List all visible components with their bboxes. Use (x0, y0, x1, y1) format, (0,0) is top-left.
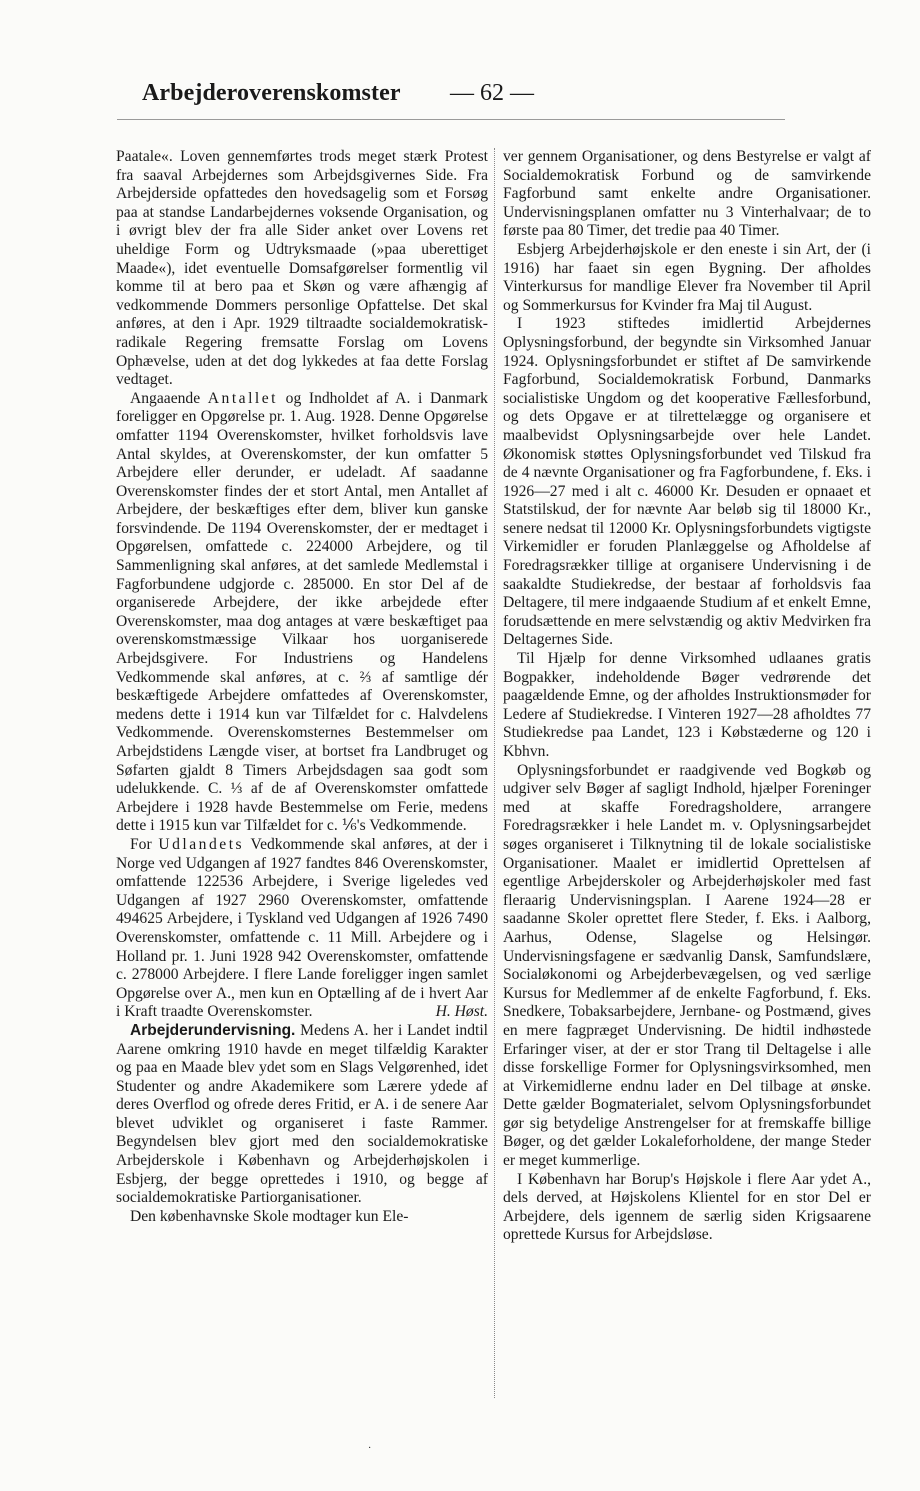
paragraph (116, 390, 488, 836)
text: For (130, 835, 152, 853)
paragraph: Esbjerg Arbejderhøjskole er den eneste i sin Art, der (i 1916) har faaet sin egen Bygning. Der afholdes Vinterkursus for mandlige Elever fra November til April og Sommerkursus for Kvinder fra Maj til August. (503, 240, 871, 314)
paragraph: I København har Borup's Højskole i flere Aar ydet A., dels derved, at Højskolens Klientel for en stor Del er Arbejdere, dels igennem de særlig siden Krigsaarene oprettede Kursus for Arbejdsløse. (503, 1170, 871, 1244)
paragraph: Oplysningsforbundet er raadgivende ved Bogkøb og udgiver selv Bøger af sagligt Indhold, hjælper Foreninger med at skaffe Foredragsholdere, arrangere Foredragsrækker i hele Landet m. v. Oplysningsarbejdet søges organiseret i Tilknytning til de lokale socialistiske Organisationer. Maalet er imidlertid Oprettelsen af egentlige Arbejderskoler og Arbejderhøjskoler med fast fleraarig Undervisningsplan. I Aarene 1924—28 er saadanne Skoler oprettet flere Steder, f. Eks. i Aalborg, Aarhus, Odense, Slagelse og Helsingør. Undervisningsfagene er sædvanlig Dansk, Samfundslære, Socialøkonomi og Arbejderbevægelsen, og ved særlige Kursus for Medlemmer af de enkelte Fagforbund, f. Eks. Snedkere, Tobaksarbejdere, Jernbane- og Postmænd, gives en mere fagpræget Undervisning. De hidtil indhøstede Erfaringer viser, at der er stor Trang til Deltagelse i alle disse forskellige Former for Oplysningsvirksomhed, men at Virkemidlerne endnu lader en Del tilbage at ønske. Dette gælder Bogmaterialet, selvom Oplysningsforbundet gør sig betydelige Anstrengelser for at fremskaffe billige Bøger, og det gælder Lokaleforholdene, der mange Steder er meget kummerlige. (503, 761, 871, 1170)
spaced-keyword: Antallet (207, 389, 279, 407)
paragraph: I 1923 stiftedes imidlertid Arbejdernes Oplysningsforbund, der begyndte sin Virksomhed Januar 1924. Oplysningsforbundet er stiftet af De samvirkende Fagforbund, Socialdemokratisk Forbund, Danmarks socialistiske Ungdom og det kooperative Fællesforbund, og dets Opgave er at tilrettelægge og organisere et maalbevidst Oplysningsarbejde over hele Landet. Økonomisk støttes Oplysningsforbundet ved Tilskud fra de 4 nævnte Organisationer og fra Fagforbundene, f. Eks. i 1926—27 med i alt c. 46000 Kr. Desuden er opnaaet et Statstilskud, der for nævnte Aar beløb sig til 18000 Kr., senere nedsat til 12000 Kr. Oplysningsforbundets vigtigste Virkemidler er foruden Planlæggelse og Afholdelse af Foredragsrækker tillige at organisere Undervisning i de saakaldte Studiekredse, der bestaar af forholdsvis faa Deltagere, til mere indgaaende Studium af et enkelt Emne, forudsættende en mere selvstændig og aktiv Medvirken fra Deltagernes Side. (503, 315, 871, 649)
right-column (503, 148, 871, 1245)
text: Vedkommende skal anføres, at der i Norge ved Udgangen af 1927 fandtes 846 Overenskomster, omfattende 122536 Arbejdere, i Sverige ligeledes ved Udgangen af 1927 2960 Overenskomster, omfattende 494625 Arbejdere, i Tyskland ved Udgangen af 1926 7490 Overenskomster, omfattende c. 11 Mill. Arbejdere og i Holland pr. 1. Juni 1928 942 Overenskomster, omfattende c. 278000 Arbejdere. I flere Lande foreligger ingen samlet Opgørelse over A., men kun en Optælling af de i hvert Aar i Kraft traadte Overenskomster. (116, 835, 488, 1021)
author-signature: H. Høst. (435, 1003, 488, 1021)
paragraph (116, 1022, 488, 1208)
page-number: — 62 — (450, 80, 534, 106)
text: og Indholdet af A. i Danmark foreligger en Opgørelse pr. 1. Aug. 1928. Denne Opgørelse omfatter 1194 Overenskomster, hvilket forholdsvis lave Antal skyldes, at Overenskomster, der kun omfatter 5 Arbejdere eller derunder, er udeladt. Af saadanne Overenskomster findes der et stort Antal, men Antallet af Arbejdere, der beskæftiges efter dem, bliver kun ganske forsvindende. De 1194 Overenskomster, der er medtaget i Opgørelsen, omfattede c. 224000 Arbejdere, og til Sammenligning skal anføres, at det samlede Medlemstal i Fagforbundene udgjorde c. 285000. En stor Del af de organiserede Arbejdere, der ikke arbejdede efter Overenskomster, maa dog antages at være beskæftiget paa overenskomstmæssige Vilkaar hos uorganiserede Arbejdsgivere. For Industriens og Handelens Vedkommende skal anføres, at c. ⅔ af samtlige dér beskæftigede Arbejdere omfattedes af Overenskomster, medens dette i 1914 kun var Tilfældet for c. Halvdelens Vedkommende. Overenskomsternes Bestemmelser om Arbejdstidens Længde viser, at bortset fra Landbruget og Søfarten gjaldt 8 Timers Arbejdsdagen saa godt som udelukkende. C. ⅓ af de af Overenskomster omfattede Arbejdere i 1928 havde Bestemmelse om Ferie, medens dette i 1915 kun var Tilfældet for c. ⅙'s Vedkommende. (116, 389, 488, 835)
paragraph: Til Hjælp for denne Virksomhed udlaanes gratis Bogpakker, indeholdende Bøger vedrørende det paagældende Emne, og der afholdes Instruktionsmøder for Ledere af Studiekredse. I Vinteren 1927—28 afholdtes 77 Studiekredse paa Landet, 123 i Købstæderne og 120 i Kbhvn. (503, 650, 871, 760)
text: Medens A. her i Landet indtil Aarene omkring 1910 havde en meget tilfældig Karakter og paa en Maade blev ydet som en Slags Velgørenhed, idet Studenter og andre Akademikere som Lærere ydede af deres Overflod og ofrede deres Fritid, er A. i de senere Aar blevet udviklet og organiseret i faste Rammer. Begyndelsen blev gjort med den socialdemokratiske Arbejderskole i København og Arbejderhøjskolen i Esbjerg, der begge oprettedes i 1910, og begge af socialdemokratiske Partiorganisationer. (116, 1021, 488, 1207)
column-divider (494, 148, 495, 1398)
spaced-keyword: Udlandets (158, 835, 245, 853)
left-column (116, 148, 488, 1226)
section-heading: Arbejderundervisning. (130, 1021, 296, 1039)
running-title: Arbejderoverenskomster (142, 80, 401, 106)
header-rule (117, 119, 785, 120)
paragraph: Den københavnske Skole modtager kun Ele- (130, 1207, 409, 1225)
text: Angaaende (130, 389, 201, 407)
paragraph (116, 836, 488, 1022)
paragraph: Paatale«. Loven gennemførtes trods meget stærk Protest fra saaval Arbejdernes som Arbejdsgivernes Side. Fra Arbejderside opfattedes den hovedsagelig som et Forsøg paa at standse Landarbejdernes voksende Organisation, og i øvrigt blev der fra alle Sider anket over Lovens ret uheldige Form og Udtryksmaade (»paa uberettiget Maade«), idet eventuelle Domsafgørelser formentlig vil komme til at bero paa et Skøn og være afhængig af vedkommende Dommers personlige Opfattelse. Det skal anføres, at den i Apr. 1929 tiltraadte socialdemokratisk-radikale Regering fremsatte Forslag om Lovens Ophævelse, uden at det dog lykkedes at faa dette Forslag vedtaget. (116, 148, 488, 389)
print-mark: · (368, 1443, 372, 1454)
page-header (142, 80, 782, 116)
paragraph: ver gennem Organisationer, og dens Bestyrelse er valgt af Socialdemokratisk Forbund og de samvirkende Fagforbund samt enkelte andre Organisationer. Undervisningsplanen omfatter nu 3 Vinterhalvaar; de to første paa 80 Timer, det tredie paa 40 Timer. (503, 148, 871, 240)
